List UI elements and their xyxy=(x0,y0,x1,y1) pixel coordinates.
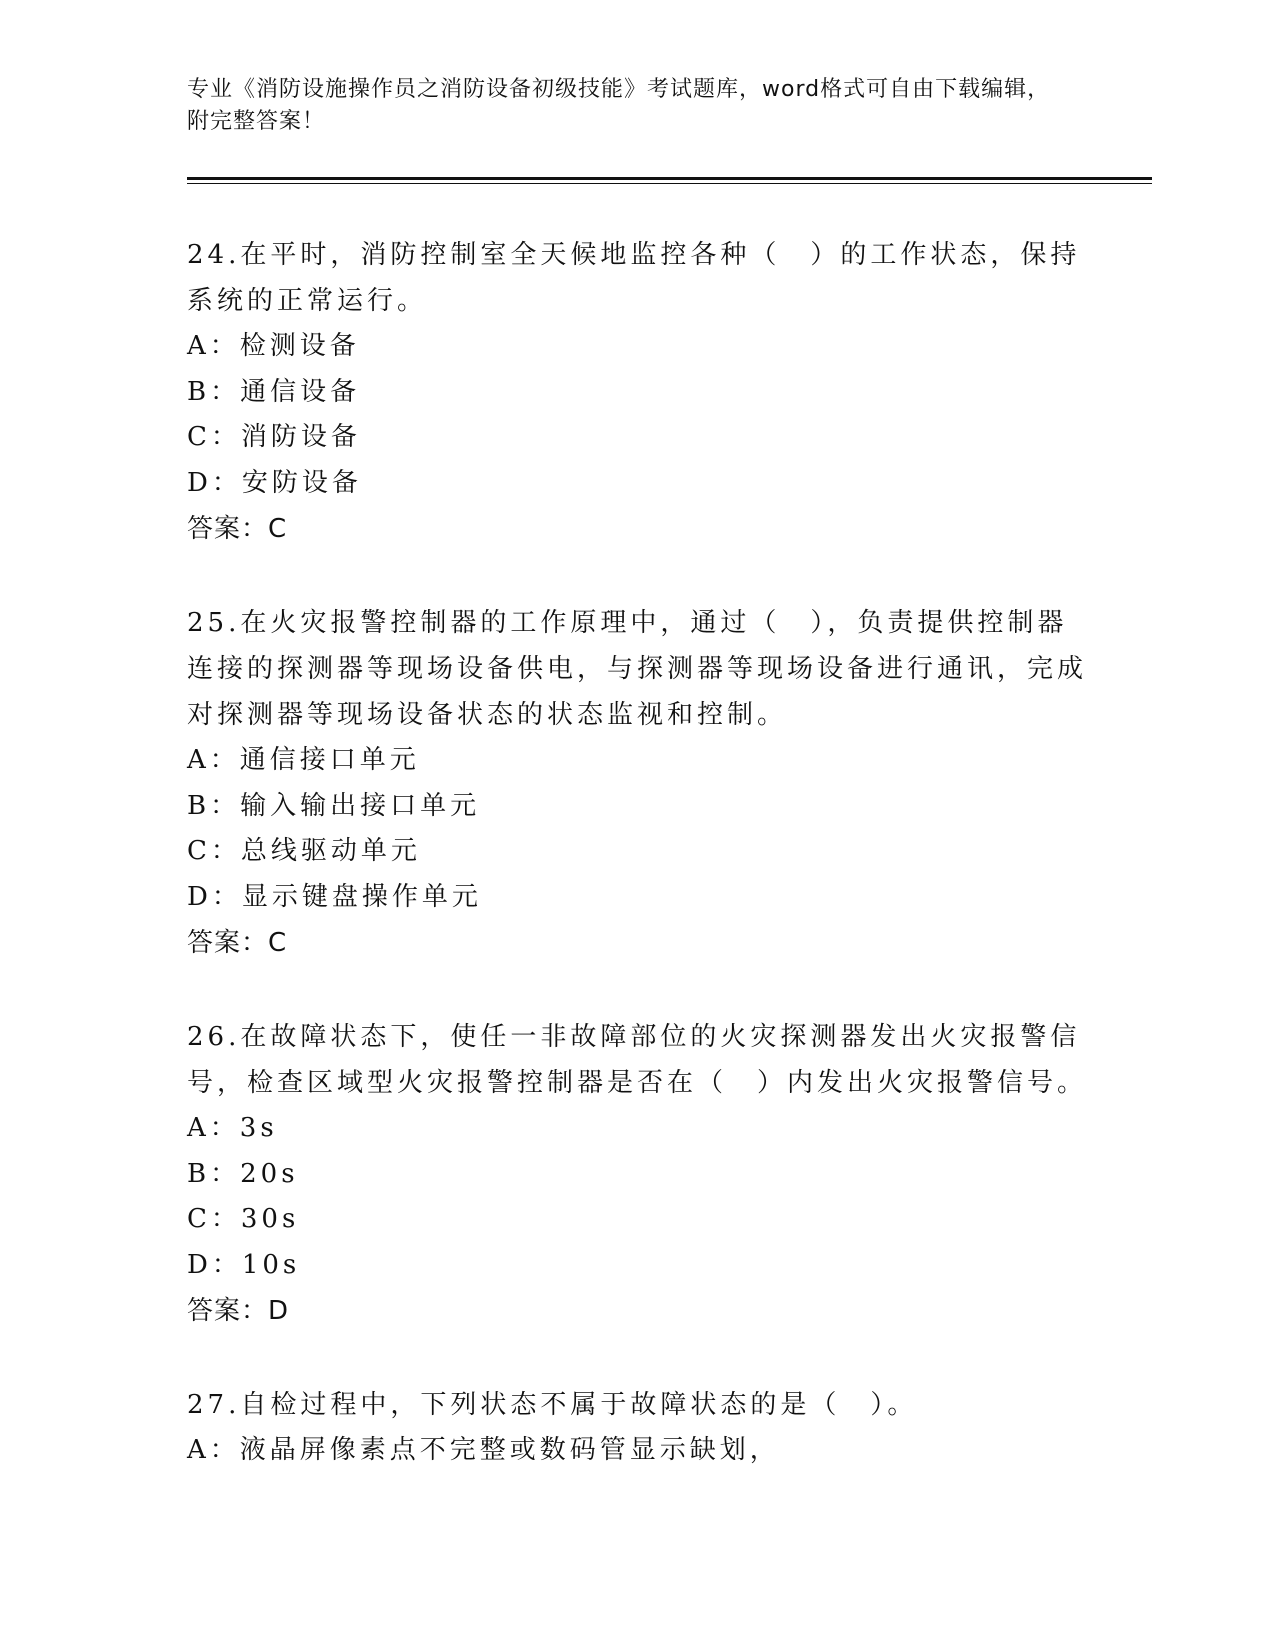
question-24 xyxy=(187,232,1087,552)
option-a: A：检测设备 xyxy=(187,331,360,361)
question-stem: 25.在火灾报警控制器的工作原理中，通过（ ），负责提供控制器连接的探测器等现场设备供电，与探测器等现场设备进行通讯，完成对探测器等现场设备状态的状态监视和控制。 xyxy=(187,608,1088,730)
question-stem: 26.在故障状态下，使任一非故障部位的火灾探测器发出火灾报警信号，检查区域型火灾报警控制器是否在（ ）内发出火灾报警信号。 xyxy=(187,1022,1088,1098)
question-26 xyxy=(187,1014,1087,1334)
question-list xyxy=(187,232,1087,1522)
header-divider-thin xyxy=(187,183,1152,184)
option-c: C：消防设备 xyxy=(187,422,361,452)
option-a: A：液晶屏像素点不完整或数码管显示缺划， xyxy=(187,1435,780,1465)
option-d: D：10s xyxy=(187,1249,301,1280)
option-b: B：输入输出接口单元 xyxy=(187,790,481,821)
option-b: B：通信设备 xyxy=(187,376,361,407)
question-27 xyxy=(187,1382,1087,1474)
option-a: A：3s xyxy=(187,1113,278,1143)
option-c: C：总线驱动单元 xyxy=(187,836,421,866)
question-25 xyxy=(187,600,1087,966)
question-stem: 27.自检过程中，下列状态不属于故障状态的是（ ）。 xyxy=(187,1390,918,1420)
option-a: A：通信接口单元 xyxy=(187,745,420,775)
answer: 答案：C xyxy=(187,928,288,958)
option-c: C：30s xyxy=(187,1204,300,1234)
answer: 答案：C xyxy=(187,514,288,544)
option-b: B：20s xyxy=(187,1158,299,1189)
answer: 答案：D xyxy=(187,1296,290,1326)
question-stem: 24.在平时，消防控制室全天候地监控各种（ ）的工作状态，保持系统的正常运行。 xyxy=(187,240,1081,316)
document-header: 专业《消防设施操作员之消防设备初级技能》考试题库，word格式可自由下载编辑，附完整答案！ xyxy=(187,77,1051,134)
option-d: D：显示键盘操作单元 xyxy=(187,881,482,912)
header-divider-thick xyxy=(187,177,1152,180)
option-d: D：安防设备 xyxy=(187,467,362,498)
